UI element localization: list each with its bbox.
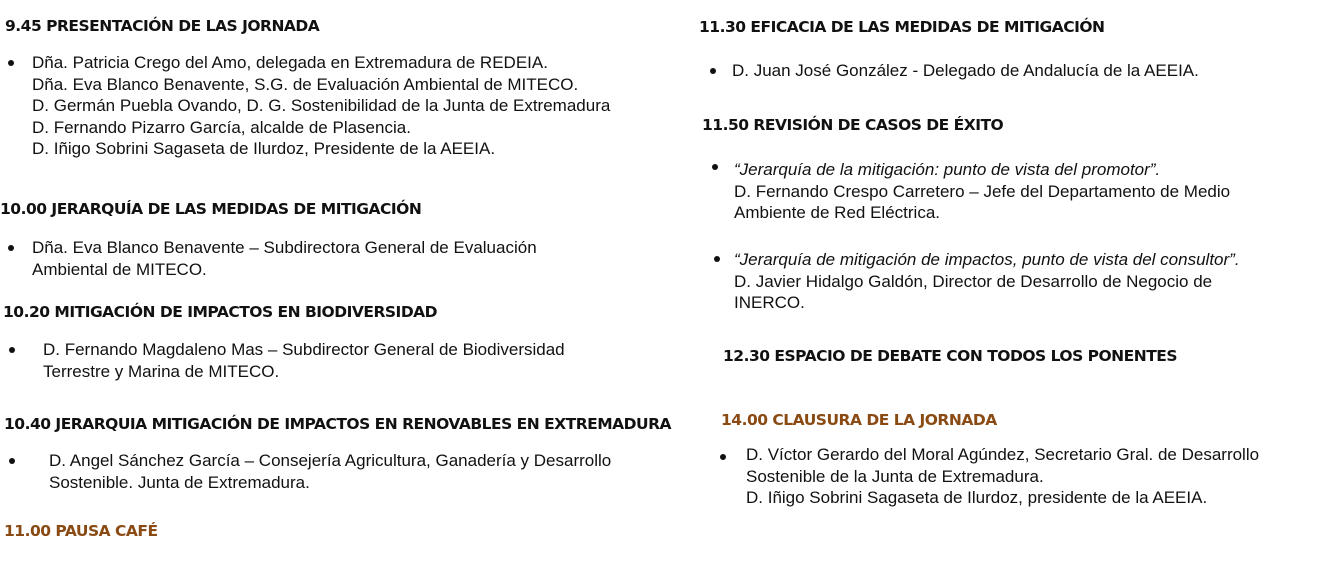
speaker-line: Terrestre y Marina de MITECO. [43,361,280,381]
section-heading-jerarquia: 10.00 JERARQUÍA DE LAS MEDIDAS DE MITIGACIÓN [0,200,422,218]
bullet-icon [8,60,14,66]
section-heading-pausa-cafe: 11.00 PAUSA CAFÉ [4,522,158,540]
section-heading-renovables: 10.40 JERARQUIA MITIGACIÓN DE IMPACTOS EN RENOVABLES EN EXTREMADURA [4,415,672,433]
bullet-icon [714,256,720,262]
speaker-line: Ambiente de Red Eléctrica. [734,203,940,222]
speaker-line: Dña. Patricia Crego del Amo, delegada en Extremadura de REDEIA. [32,53,548,72]
speaker-line: D. Javier Hidalgo Galdón, Director de Desarrollo de Negocio de [734,271,1213,291]
bullet-icon [9,458,15,464]
talk-title: “Jerarquía de la mitigación: punto de vista del promotor”. [734,160,1161,179]
talk-title: “Jerarquía de mitigación de impactos, punto de vista del consultor”. [734,250,1240,269]
speaker-line: D. Juan José González - Delegado de Andalucía de la AEEIA. [732,61,1199,80]
section-heading-debate: 12.30 ESPACIO DE DEBATE CON TODOS LOS PONENTES [723,347,1178,365]
section-heading-casos-exito: 11.50 REVISIÓN DE CASOS DE ÉXITO [702,116,1004,134]
bullet-icon [8,245,14,251]
bullet-icon [720,454,726,460]
speaker-line: D. Angel Sánchez García – Consejería Agricultura, Ganadería y Desarrollo [49,451,612,470]
speaker-line: Ambiental de MITECO. [32,259,207,279]
speaker-line: D. Víctor Gerardo del Moral Agúndez, Secretario Gral. de Desarrollo [746,445,1260,464]
section-heading-biodiversidad: 10.20 MITIGACIÓN DE IMPACTOS EN BIODIVERSIDAD [3,303,438,321]
speaker-line: D. Iñigo Sobrini Sagaseta de Ilurdoz, presidente de la AEEIA. [746,488,1208,507]
section-heading-clausura: 14.00 CLAUSURA DE LA JORNADA [721,411,997,429]
bullet-icon [9,347,15,353]
speaker-line: D. Fernando Pizarro García, alcalde de Plasencia. [32,117,411,137]
speaker-line: Dña. Eva Blanco Benavente, S.G. de Evaluación Ambiental de MITECO. [32,74,579,94]
speaker-line: Sostenible de la Junta de Extremadura. [746,466,1044,486]
section-heading-eficacia: 11.30 EFICACIA DE LAS MEDIDAS DE MITIGACIÓN [699,18,1105,36]
bullet-icon [712,164,718,170]
speaker-line: Dña. Eva Blanco Benavente – Subdirectora General de Evaluación [32,238,537,257]
speaker-line: D. Germán Puebla Ovando, D. G. Sostenibilidad de la Junta de Extremadura [32,96,611,115]
speaker-line: INERCO. [734,293,805,312]
speaker-line: D. Iñigo Sobrini Sagaseta de Ilurdoz, Presidente de la AEEIA. [32,139,496,158]
speaker-line: D. Fernando Crespo Carretero – Jefe del Departamento de Medio [734,181,1231,201]
bullet-icon [710,68,716,74]
speaker-line: Sostenible. Junta de Extremadura. [49,472,310,492]
section-heading-presentacion: 9.45 PRESENTACIÓN DE LAS JORNADA [5,17,320,35]
speaker-line: D. Fernando Magdaleno Mas – Subdirector General de Biodiversidad [43,340,565,359]
